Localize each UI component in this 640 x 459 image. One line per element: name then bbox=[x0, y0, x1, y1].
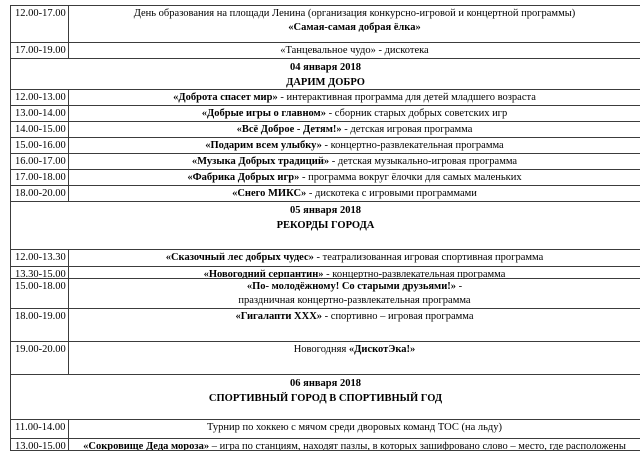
date-header-cell bbox=[11, 375, 640, 419]
event-description-text: Новогодняя bbox=[293, 344, 349, 355]
event-title-text: «ДискотЭка!» bbox=[348, 344, 416, 355]
text-line bbox=[73, 343, 636, 357]
text-line bbox=[73, 123, 636, 137]
text-line bbox=[73, 421, 636, 435]
event-description-text: Турнир по хоккею с мячом среди дворовых команд ТОС (на льду) bbox=[207, 422, 502, 433]
event-cell bbox=[69, 267, 640, 278]
event-description-text: - bbox=[456, 281, 463, 292]
time-cell: 13.30-15.00 bbox=[11, 267, 69, 278]
text-line bbox=[73, 294, 636, 308]
text-line bbox=[73, 268, 636, 278]
schedule-row bbox=[11, 267, 640, 279]
event-description-text: День образования на площади Ленина (организация конкурсно-игровой и концертной программы) bbox=[133, 8, 576, 19]
text-line bbox=[73, 7, 636, 21]
text-line bbox=[73, 139, 636, 153]
event-title-text: «Всё Доброе - Детям!» bbox=[236, 124, 342, 135]
event-description-text: - дискотека с игровыми программами bbox=[306, 188, 477, 199]
schedule-table bbox=[10, 5, 640, 451]
event-title-text: 05 января 2018 bbox=[290, 205, 361, 216]
time-cell: 19.00-20.00 bbox=[11, 342, 69, 374]
event-description-text: «Танцевальное чудо» - дискотека bbox=[280, 45, 429, 56]
text-line bbox=[15, 60, 636, 75]
schedule-row bbox=[11, 122, 640, 138]
event-title-text: «Новогодний серпантин» bbox=[203, 269, 324, 278]
event-cell bbox=[69, 439, 640, 450]
event-title-text: «По- молодёжному! Со старыми друзьями!» bbox=[246, 281, 457, 292]
event-description-text: - детская музыкально-игровая программа bbox=[329, 156, 518, 167]
text-line bbox=[73, 280, 636, 294]
event-title-text: 06 января 2018 bbox=[290, 378, 361, 389]
schedule-row bbox=[11, 309, 640, 342]
event-title-text: «Гигалапти XXX» bbox=[235, 311, 323, 322]
event-title-text: «Снего МИКС» bbox=[232, 188, 307, 199]
date-header-row bbox=[11, 59, 640, 90]
text-line bbox=[73, 251, 636, 265]
time-cell: 11.00-14.00 bbox=[11, 420, 69, 438]
text-line bbox=[73, 107, 636, 121]
text-line bbox=[73, 187, 636, 201]
event-title-text: РЕКОРДЫ ГОРОДА bbox=[276, 220, 375, 231]
event-description-text: - программа вокруг ёлочки для самых маленьких bbox=[299, 172, 522, 183]
time-cell: 18.00-20.00 bbox=[11, 186, 69, 201]
event-cell bbox=[69, 154, 640, 169]
event-description-text: - концертно-развлекательная программа bbox=[323, 269, 506, 278]
text-line bbox=[15, 218, 636, 233]
event-description-text: - детская игровая программа bbox=[341, 124, 473, 135]
event-title-text: «Доброта спасет мир» bbox=[173, 92, 278, 103]
schedule-row bbox=[11, 342, 640, 375]
date-header-cell bbox=[11, 59, 640, 89]
schedule-row bbox=[11, 439, 640, 451]
text-line bbox=[73, 171, 636, 185]
event-title-text: «Музыка Добрых традиций» bbox=[191, 156, 330, 167]
time-cell: 12.00-13.00 bbox=[11, 90, 69, 105]
text-line bbox=[73, 44, 636, 58]
event-cell bbox=[69, 250, 640, 266]
event-title-text: 04 января 2018 bbox=[290, 62, 361, 73]
schedule-row bbox=[11, 43, 640, 59]
time-cell: 14.00-15.00 bbox=[11, 122, 69, 137]
schedule-row bbox=[11, 279, 640, 309]
event-title-text: «Добрые игры о главном» bbox=[201, 108, 326, 119]
event-description-text: - концертно-развлекательная программа bbox=[321, 140, 504, 151]
text-line bbox=[15, 391, 636, 406]
event-description-text: – игра по станциям, находят пазлы, в которых зашифровано слово – место, где расположены bbox=[209, 441, 626, 450]
event-title-text: «Сокровище Деда мороза» bbox=[83, 441, 210, 450]
time-cell: 18.00-19.00 bbox=[11, 309, 69, 341]
event-cell bbox=[69, 6, 640, 42]
text-line bbox=[73, 310, 636, 324]
date-header-row bbox=[11, 202, 640, 250]
event-cell bbox=[69, 106, 640, 121]
event-description-text: - сборник старых добрых советских игр bbox=[325, 108, 508, 119]
schedule-row bbox=[11, 250, 640, 267]
date-header-row bbox=[11, 375, 640, 420]
text-line bbox=[15, 376, 636, 391]
schedule-row bbox=[11, 154, 640, 170]
text-line bbox=[73, 21, 636, 35]
time-cell: 13.00-15.00 bbox=[11, 439, 69, 450]
time-cell: 17.00-19.00 bbox=[11, 43, 69, 58]
event-cell bbox=[69, 342, 640, 374]
schedule-row bbox=[11, 90, 640, 106]
time-cell: 13.00-14.00 bbox=[11, 106, 69, 121]
event-cell bbox=[69, 186, 640, 201]
time-cell: 12.00-13.30 bbox=[11, 250, 69, 266]
text-line bbox=[73, 91, 636, 105]
event-cell bbox=[69, 279, 640, 308]
text-line bbox=[73, 155, 636, 169]
schedule-row bbox=[11, 6, 640, 43]
event-cell bbox=[69, 420, 640, 438]
event-title-text: «Подарим всем улыбку» bbox=[205, 140, 322, 151]
time-cell: 16.00-17.00 bbox=[11, 154, 69, 169]
time-cell: 17.00-18.00 bbox=[11, 170, 69, 185]
time-cell: 15.00-16.00 bbox=[11, 138, 69, 153]
event-cell bbox=[69, 138, 640, 153]
event-description-text: праздничная концертно-развлекательная программа bbox=[238, 295, 471, 306]
text-line bbox=[15, 75, 636, 89]
schedule-row bbox=[11, 170, 640, 186]
event-description-text: - театрализованная игровая спортивная программа bbox=[313, 252, 544, 263]
event-cell bbox=[69, 122, 640, 137]
event-description-text: - спортивно – игровая программа bbox=[322, 311, 474, 322]
event-title-text: «Фабрика Добрых игр» bbox=[187, 172, 300, 183]
schedule-row bbox=[11, 420, 640, 439]
event-title-text: ДАРИМ ДОБРО bbox=[286, 77, 365, 88]
time-cell: 12.00-17.00 bbox=[11, 6, 69, 42]
event-title-text: «Самая-самая добрая ёлка» bbox=[288, 22, 421, 33]
time-cell: 15.00-18.00 bbox=[11, 279, 69, 308]
event-description-text: - интерактивная программа для детей младшего возраста bbox=[277, 92, 536, 103]
event-cell bbox=[69, 309, 640, 341]
event-cell bbox=[69, 170, 640, 185]
text-line bbox=[15, 203, 636, 218]
schedule-row bbox=[11, 186, 640, 202]
event-cell bbox=[69, 90, 640, 105]
event-cell bbox=[69, 43, 640, 58]
event-title-text: «Сказочный лес добрых чудес» bbox=[165, 252, 314, 263]
text-line bbox=[73, 440, 636, 450]
schedule-row bbox=[11, 138, 640, 154]
schedule-row bbox=[11, 106, 640, 122]
date-header-cell bbox=[11, 202, 640, 249]
event-title-text: СПОРТИВНЫЙ ГОРОД В СПОРТИВНЫЙ ГОД bbox=[208, 393, 443, 404]
